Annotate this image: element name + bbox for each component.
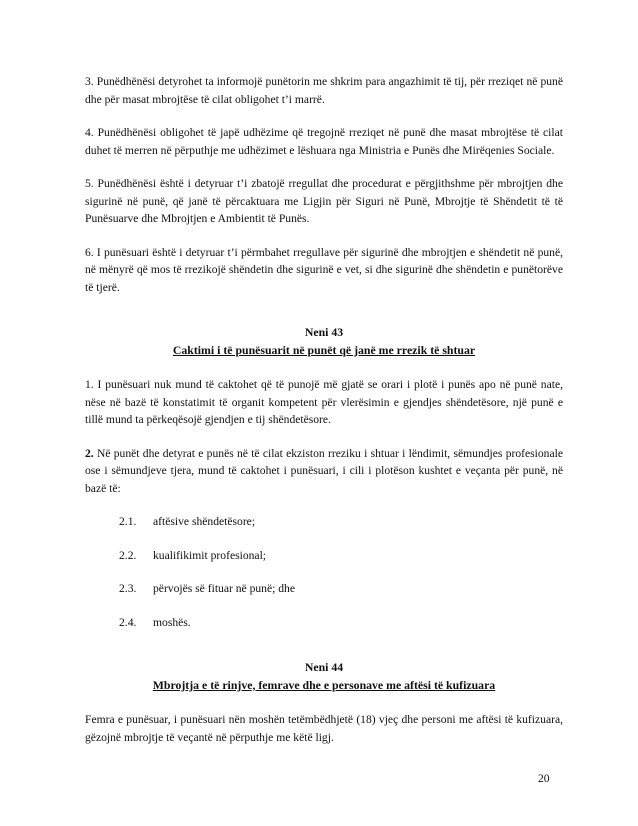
paragraph-6: 6. I punësuari është i detyruar t’i përmbahet rregullave për sigurinë dhe mbrojtjen e shëndetit në punë, në mënyrë që mos të rrezikojë shëndetin dhe sigurinë e vet, si dhe sigurinë dhe shëndetin e punëtorëve të tjerë. bbox=[85, 245, 563, 294]
article-43-title: Caktimi i të punësuarit në punët që janë me rrezik të shtuar bbox=[172, 342, 476, 357]
article-44-paragraph-1: Femra e punësuar, i punësuari nën moshën tetëmbëdhjetë (18) vjeç dhe personi me aftësi të kufizuara, gëzojnë mbrojtje të veçantë në përputhje me këtë ligj. bbox=[85, 713, 563, 744]
page-number: 20 bbox=[538, 772, 550, 785]
sublist-item bbox=[119, 513, 563, 531]
sublist-item-text: aftësive shëndetësore; bbox=[153, 515, 256, 528]
article-43-paragraph-2-text: Në punët dhe detyrat e punës në të cilat ekziston rreziku i shtuar i lëndimit, sëmundjes profesionale ose i sëmundjeve tjera, mund të caktohet i punësuari, i cili i plotëson kushtet e veçanta për punë, në bazë të: bbox=[85, 446, 563, 495]
paragraph-3: 3. Punëdhënësi detyrohet ta informojë punëtorin me shkrim para angazhimit të tij, për rreziqet në punë dhe për masat mbrojtëse të cilat obligohet t’i marrë. bbox=[85, 75, 563, 106]
sublist-item-text: përvojës së fituar në punë; dhe bbox=[153, 582, 295, 595]
sublist-item bbox=[119, 614, 563, 632]
sublist-item bbox=[119, 547, 563, 565]
article-43-paragraph-2 bbox=[85, 445, 563, 498]
article-44-title: Mbrojtja e të rinjve, femrave dhe e personave me aftësi të kufizuara bbox=[152, 677, 496, 692]
sublist-item-number: 2.1. bbox=[119, 515, 137, 528]
sublist-item-text: kualifikimit profesional; bbox=[153, 548, 267, 562]
sublist-item-number: 2.4. bbox=[119, 615, 137, 629]
paragraph-5: 5. Punëdhënësi është i detyruar t’i zbatojë rregullat dhe procedurat e përgjithshme për mbrojtjen dhe sigurinë në punë, që janë të përcaktuara me Ligjin për Siguri në Punë, Mbrojtje të Shëndetit të të Punësuarve dhe Mbrojtjen e Ambientit të Punës. bbox=[85, 177, 563, 225]
sublist-item-number: 2.3. bbox=[119, 582, 137, 595]
article-43-paragraph-2-number: 2. bbox=[85, 446, 94, 460]
page-content bbox=[85, 73, 563, 762]
paragraph-4: 4. Punëdhënësi obligohet të japë udhëzime që tregojnë rreziqet në punë dhe masat mbrojtëse të cilat duhet të merren në përputhje me udhëzimet e lëshuara nga Ministria e Punës dhe Mirëqenies Sociale. bbox=[85, 126, 563, 157]
sublist-item bbox=[119, 580, 563, 598]
article-43-heading bbox=[85, 324, 563, 359]
sublist-item-number: 2.2. bbox=[119, 548, 137, 562]
article-43-sublist bbox=[85, 513, 563, 631]
article-44-heading bbox=[85, 659, 563, 694]
sublist-item-text: moshës. bbox=[153, 615, 191, 629]
article-43-number: Neni 43 bbox=[304, 325, 344, 339]
article-44-number: Neni 44 bbox=[304, 660, 344, 674]
article-43-paragraph-1: 1. I punësuari nuk mund të caktohet që të punojë më gjatë se orari i plotë i punës apo në punë nate, nëse në bazë të konstatimit të organit kompetent për vlerësimin e gjendjes shëndetësore, një punë e tillë mund ta përkeqësojë gjendjen e tij shëndetësore. bbox=[85, 378, 563, 426]
